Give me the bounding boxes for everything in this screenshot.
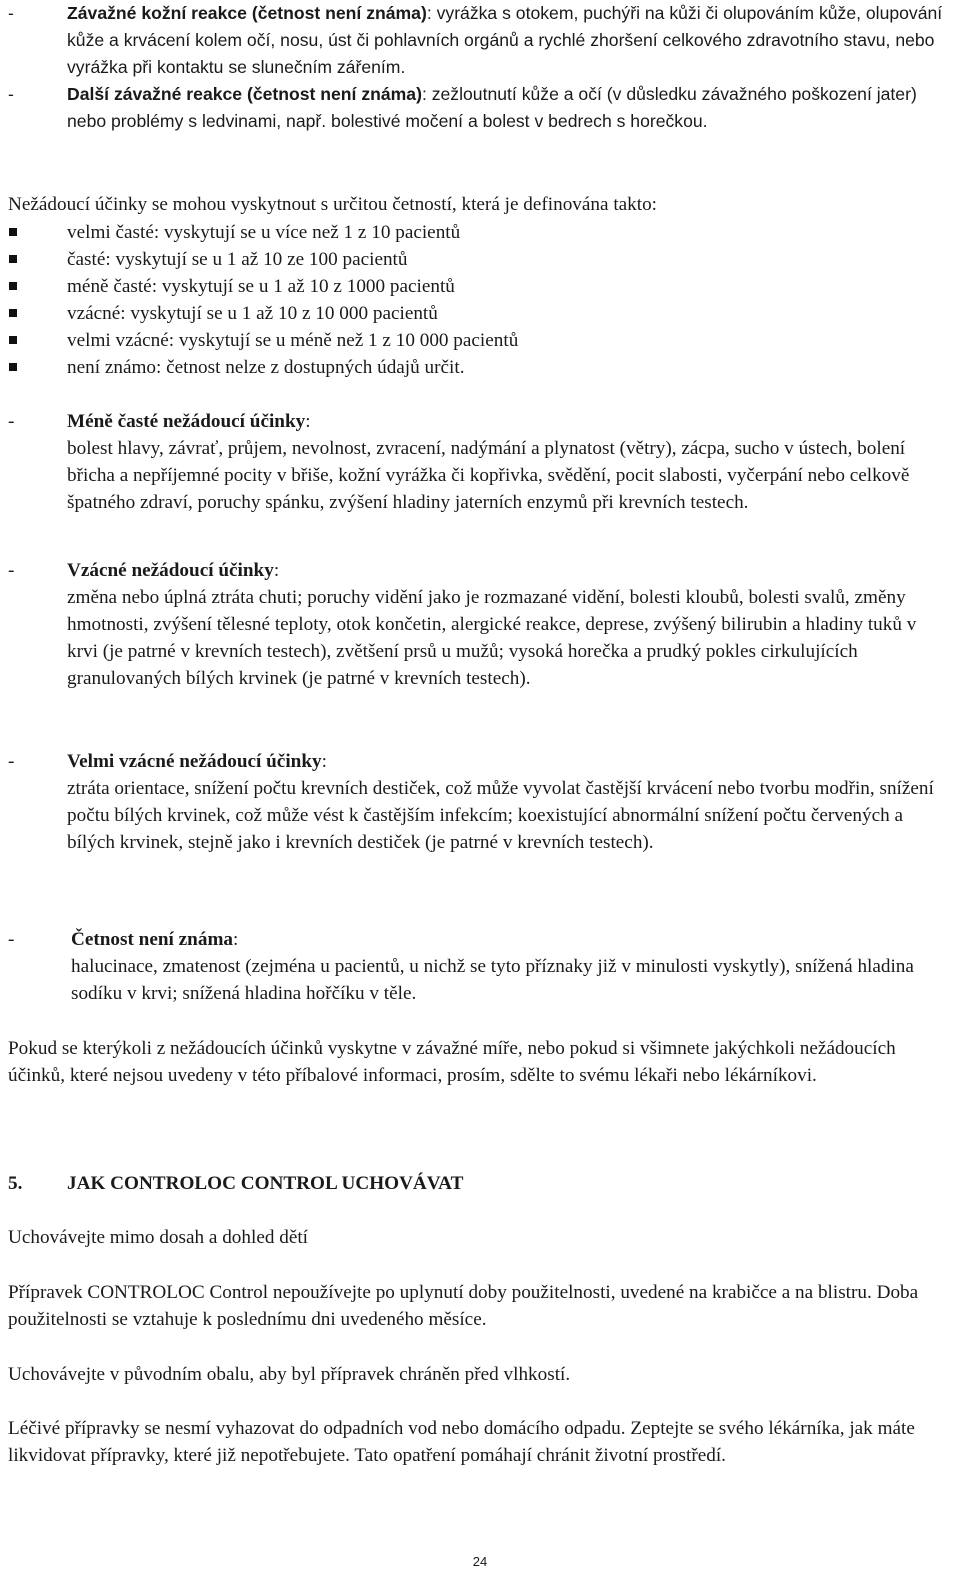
- section-title: JAK CONTROLOC CONTROL UCHOVÁVAT: [67, 1173, 464, 1194]
- list-item: velmi vzácné: vyskytují se u méně než 1 z 10 000 pacientů: [8, 327, 908, 354]
- rare-effects-text: změna nebo úplná ztráta chuti; poruchy vidění jako je rozmazané vidění, bolesti kloubů, bolesti svalů, změny hmotnosti, zvýšení tělesné teploty, otok končetin, alergické reakce, deprese, zvýšený bilirubin a hladiny tuků v krvi (je patrné v krevních testech), zvětšení prsů u mužů; vysoká horečka a prudký pokles cirkulujících granulovaných bílých krvinek (je patrné v krevních testech).: [67, 587, 917, 689]
- severe-skin-reactions-title: Závažné kožní reakce (četnost není známa): [67, 3, 427, 23]
- very-rare-effects-title: Velmi vzácné nežádoucí účinky: [67, 751, 322, 772]
- rare-effects-title: Vzácné nežádoucí účinky: [67, 560, 274, 581]
- list-item: časté: vyskytují se u 1 až 10 ze 100 pacientů: [8, 246, 908, 273]
- list-item: není známo: četnost nelze z dostupných údajů určit.: [8, 354, 908, 381]
- severe-skin-reactions: [8, 0, 952, 81]
- list-dash: -: [8, 751, 15, 772]
- uncommon-effects: - Méně časté nežádoucí účinky: bolest hlavy, závrať, průjem, nevolnost, zvracení, nadýmání a plynatost (větry), zácpa, sucho v ústech, bolení břicha a nepříjemné pocity v břiše, kožní vyrážka či kopřivka, svědění, pocit slabosti, vyčerpání nebo celkově špatného zdraví, poruchy spánku, zvýšení hladiny jaterních enzymů při krevních testech.: [8, 408, 952, 516]
- storage-paragraph: Uchovávejte mimo dosah a dohled dětí: [8, 1227, 308, 1248]
- page-number: 24: [472, 1554, 488, 1569]
- severe-skin-reactions-text: : vyrážka s otokem, puchýři na kůži či olupováním kůže, olupování kůže a krvácení kolem očí, nosu, úst či pohlavních orgánů a rychlé zhoršení celkového zdravotního stavu, nebo vyrážka při kontaktu se slunečním zářením.: [67, 3, 943, 77]
- storage-paragraph: Uchovávejte v původním obalu, aby byl přípravek chráněn před vlhkostí.: [8, 1364, 571, 1385]
- unknown-frequency-effects: - Četnost není známa: halucinace, zmatenost (zejména u pacientů, u nichž se tyto příznaky již v minulosti vyskytly), snížená hladina sodíku v krvi; snížená hladina hořčíku v těle.: [8, 926, 952, 1007]
- frequency-list: [8, 219, 908, 381]
- list-dash: -: [8, 560, 15, 581]
- other-severe-reactions-title: Další závažné reakce (četnost není známa): [67, 84, 422, 104]
- square-bullet-icon: [9, 282, 17, 290]
- square-bullet-icon: [9, 363, 17, 371]
- very-rare-effects: - Velmi vzácné nežádoucí účinky: ztráta orientace, snížení počtu krevních destiček, což může vyvolat častější krvácení nebo tvorbu modřin, snížení počtu bílých krvinek, což může vést k častějším infekcím; koexistující abnormální snížení počtu červených a bílých krvinek, stejně jako i krevních destiček (je patrné v krevních testech).: [8, 748, 952, 856]
- uncommon-effects-text: bolest hlavy, závrať, průjem, nevolnost, zvracení, nadýmání a plynatost (větry), zácpa, sucho v ústech, bolení břicha a nepříjemné pocity v břiše, kožní vyrážka či kopřivka, svědění, pocit slabosti, vyčerpání nebo celkově špatného zdraví, poruchy spánku, zvýšení hladiny jaterních enzymů při krevních testech.: [67, 438, 910, 513]
- square-bullet-icon: [9, 309, 17, 317]
- square-bullet-icon: [9, 255, 17, 263]
- storage-paragraph: Přípravek CONTROLOC Control nepoužívejte po uplynutí doby použitelnosti, uvedené na krabičce a na blistru. Doba použitelnosti se vztahuje k poslednímu dni uvedeného měsíce.: [8, 1282, 919, 1330]
- list-dash: -: [8, 84, 14, 104]
- list-dash: -: [8, 929, 15, 950]
- square-bullet-icon: [9, 228, 17, 236]
- list-dash: -: [8, 411, 15, 432]
- square-bullet-icon: [9, 336, 17, 344]
- unknown-frequency-text: halucinace, zmatenost (zejména u pacientů, u nichž se tyto příznaky již v minulosti vyskytly), snížená hladina sodíku v krvi; snížená hladina hořčíku v těle.: [71, 956, 914, 1004]
- report-side-effects-paragraph: Pokud se kterýkoli z nežádoucích účinků vyskytne v závažné míře, nebo pokud si všimnete jakýchkoli nežádoucích účinků, které nejsou uvedeny v této příbalové informaci, prosím, sdělte to svému lékaři nebo lékárníkovi.: [8, 1038, 896, 1086]
- very-rare-effects-text: ztráta orientace, snížení počtu krevních destiček, což může vyvolat častější krvácení nebo tvorbu modřin, snížení počtu bílých krvinek, což může vést k častějším infekcím; koexistující abnormální snížení počtu červených a bílých krvinek, stejně jako i krevních destiček (je patrné v krevních testech).: [67, 778, 934, 853]
- frequency-intro: Nežádoucí účinky se mohou vyskytnout s určitou četností, která je definována takto:: [8, 194, 658, 215]
- rare-effects: - Vzácné nežádoucí účinky: změna nebo úplná ztráta chuti; poruchy vidění jako je rozmazané vidění, bolesti kloubů, bolesti svalů, změny hmotnosti, zvýšení tělesné teploty, otok končetin, alergické reakce, deprese, zvýšený bilirubin a hladiny tuků v krvi (je patrné v krevních testech), zvětšení prsů u mužů; vysoká horečka a prudký pokles cirkulujících granulovaných bílých krvinek (je patrné v krevních testech).: [8, 557, 952, 692]
- other-severe-reactions: [8, 81, 952, 135]
- other-severe-reactions-text: : zežloutnutí kůže a očí (v důsledku závažného poškození jater) nebo problémy s ledvinami, např. bolestivé močení a bolest v bedrech s horečkou.: [67, 84, 917, 131]
- unknown-frequency-title: Četnost není známa: [71, 929, 234, 950]
- list-item: vzácné: vyskytují se u 1 až 10 z 10 000 pacientů: [8, 300, 908, 327]
- list-dash: -: [8, 3, 14, 23]
- uncommon-effects-title: Méně časté nežádoucí účinky: [67, 411, 306, 432]
- storage-paragraph: Léčivé přípravky se nesmí vyhazovat do odpadních vod nebo domácího odpadu. Zeptejte se svého lékárníka, jak máte likvidovat přípravky, které již nepotřebujete. Tato opatření pomáhají chránit životní prostředí.: [8, 1418, 915, 1466]
- list-item: velmi časté: vyskytují se u více než 1 z 10 pacientů: [8, 219, 908, 246]
- section-heading: [8, 1170, 463, 1197]
- list-item: méně časté: vyskytují se u 1 až 10 z 1000 pacientů: [8, 273, 908, 300]
- section-number: 5.: [8, 1173, 23, 1194]
